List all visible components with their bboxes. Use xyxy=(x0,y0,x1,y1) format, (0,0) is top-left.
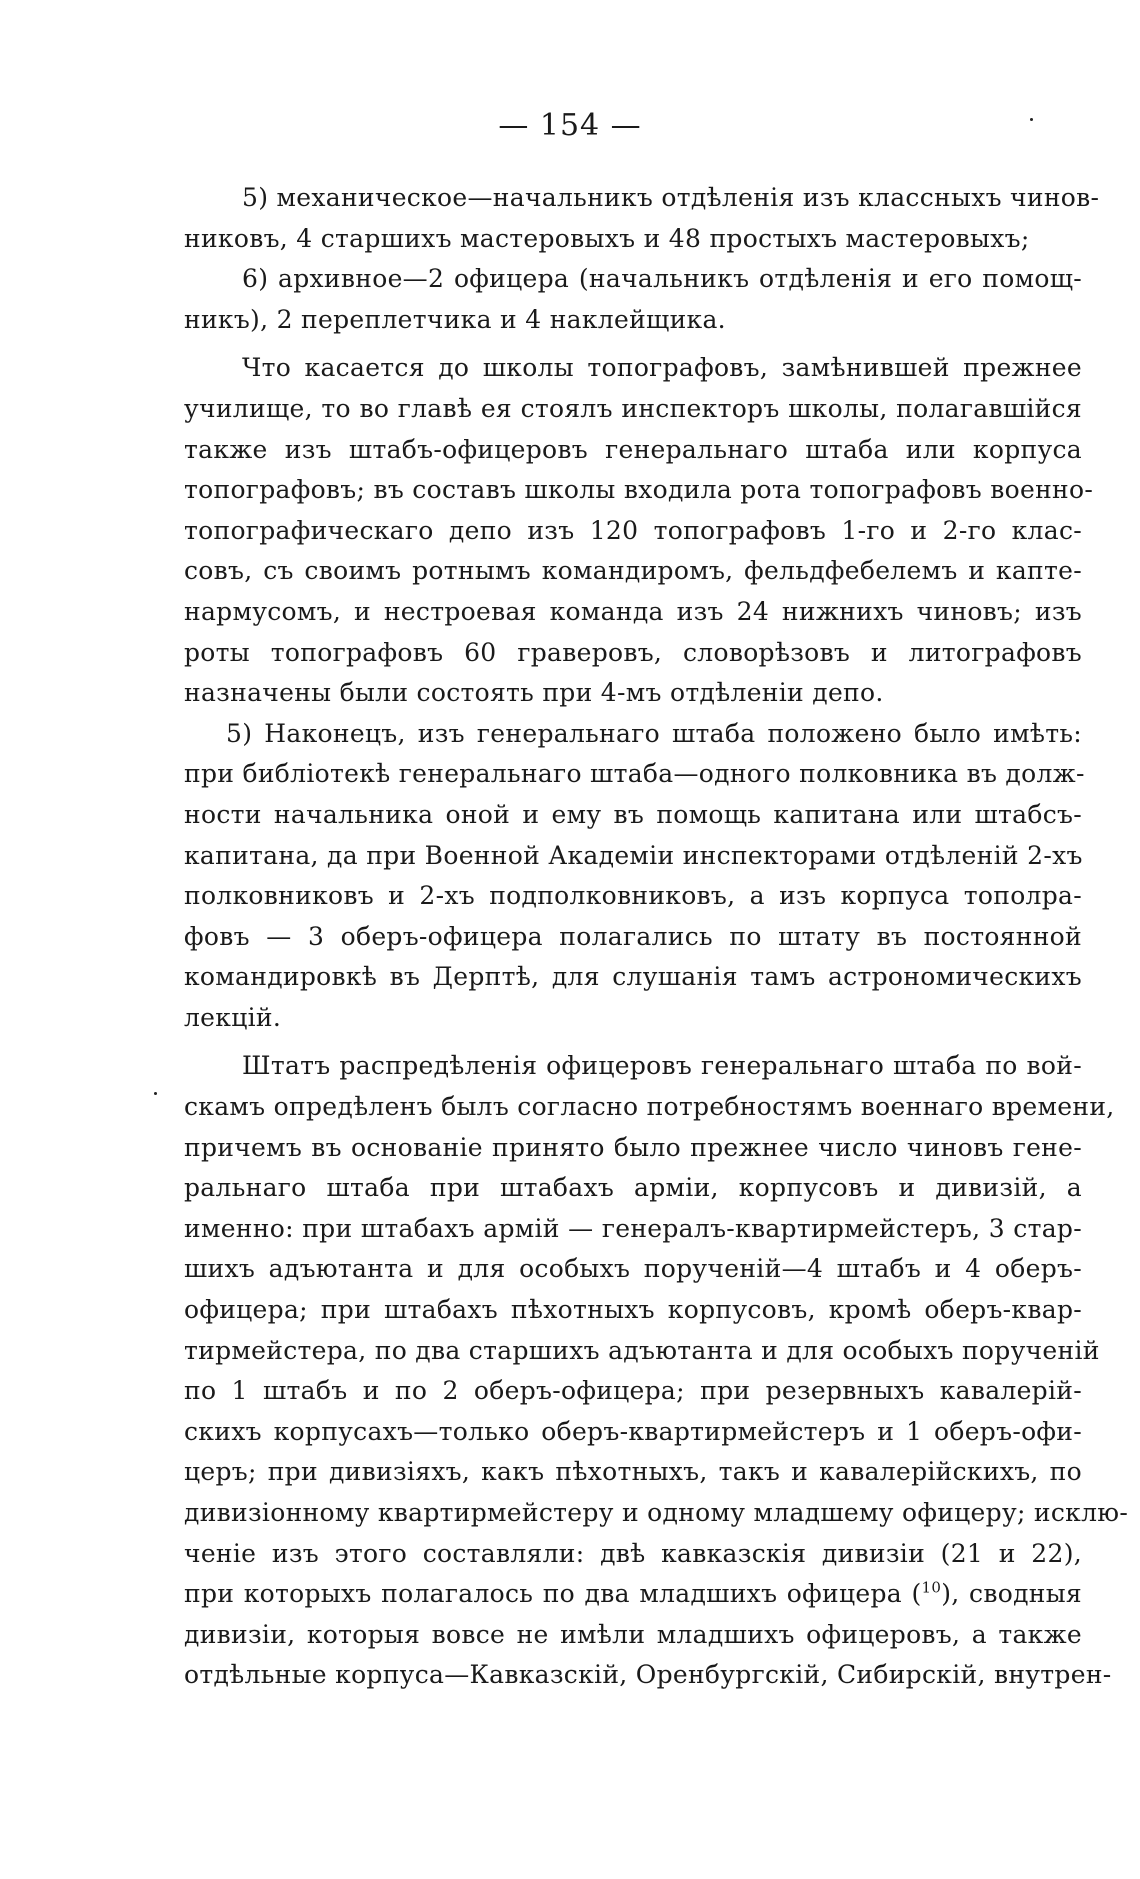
footnote-reference[interactable]: 10 xyxy=(921,1578,942,1597)
paragraph-general-staff xyxy=(184,714,1085,1039)
text-line: назначены были состоять при 4-мъ отдѣленіи депо. xyxy=(184,678,884,708)
paragraph-staff-distribution xyxy=(184,1046,1129,1696)
text-line: полковниковъ и 2-хъ подполковниковъ, а изъ корпуса тополра- xyxy=(184,881,1082,911)
print-speck-left-margin xyxy=(154,1092,157,1095)
text-line: по 1 штабъ и по 2 оберъ-офицера; при резервныхъ кавалерій- xyxy=(184,1376,1082,1406)
text-segment: ), сводныя xyxy=(941,1579,1082,1609)
text-line-with-footnote xyxy=(184,1574,1082,1615)
text-line: офицера; при штабахъ пѣхотныхъ корпусовъ, кромѣ оберъ-квар- xyxy=(184,1295,1082,1325)
text-line: нармусомъ, и нестроевая команда изъ 24 нижнихъ чиновъ; изъ xyxy=(184,596,1082,626)
text-line: ности начальника оной и ему въ помощь капитана или штабсъ- xyxy=(184,799,1082,829)
text-line: ральнаго штаба при штабахъ арміи, корпусовъ и дивизій, а xyxy=(184,1173,1082,1203)
paragraph-topographers-school xyxy=(184,348,1094,713)
text-line: капитана, да при Военной Академіи инспекторами отдѣленій 2-хъ xyxy=(184,840,1083,870)
text-line: лекцій. xyxy=(184,1002,282,1032)
text-line: топографическаго депо изъ 120 топографовъ 1-го и 2-го клас- xyxy=(184,515,1082,545)
text-line: дивизіонному квартирмейстеру и одному младшему офицеру; исклю- xyxy=(184,1498,1129,1527)
text-line: ченіе изъ этого составляли: двѣ кавказскія дивизіи (21 и 22), xyxy=(184,1538,1082,1568)
print-speck-top-right xyxy=(1030,118,1033,121)
text-line: 5) Наконецъ, изъ генеральнаго штаба положено было имѣть: xyxy=(226,718,1082,748)
body-text xyxy=(184,178,1129,1696)
text-line: именно: при штабахъ армій — генералъ-квартирмейстеръ, 3 стар- xyxy=(184,1213,1082,1243)
paragraph-mechanical xyxy=(184,178,1100,259)
text-line: скихъ корпусахъ—только оберъ-квартирмейстеръ и 1 оберъ-офи- xyxy=(184,1416,1082,1446)
text-line: дивизіи, которыя вовсе не имѣли младшихъ офицеровъ, а также xyxy=(184,1619,1082,1649)
paragraph-gap xyxy=(184,1038,1082,1046)
text-line: никовъ, 4 старшихъ мастеровыхъ и 48 простыхъ мастеровыхъ; xyxy=(184,223,1030,253)
text-line: 6) архивное—2 офицера (начальникъ отдѣленія и его помощ- xyxy=(242,264,1082,294)
paragraph-gap xyxy=(184,340,1082,348)
text-segment: при которыхъ полагалось по два младшихъ офицера ( xyxy=(184,1579,922,1609)
text-line: скамъ опредѣленъ былъ согласно потребностямъ военнаго времени, xyxy=(184,1092,1115,1122)
text-line: шихъ адъютанта и для особыхъ порученій—4 штабъ и 4 оберъ- xyxy=(184,1254,1082,1284)
text-line: при библіотекѣ генеральнаго штаба—одного полковника въ долж- xyxy=(184,759,1085,789)
text-line: 5) механическое—начальникъ отдѣленія изъ классныхъ чинов- xyxy=(242,183,1100,212)
text-line: топографовъ; въ составъ школы входила рота топографовъ военно- xyxy=(184,475,1094,505)
text-line: тирмейстера, по два старшихъ адъютанта и для особыхъ порученій xyxy=(184,1335,1100,1365)
text-line: совъ, съ своимъ ротнымъ командиромъ, фельдфебелемъ и капте- xyxy=(184,556,1082,586)
text-line: отдѣльные корпуса—Кавказскій, Оренбургскій, Сибирскій, внутрен- xyxy=(184,1660,1112,1690)
text-line: церъ; при дивизіяхъ, какъ пѣхотныхъ, такъ и кавалерійскихъ, по xyxy=(184,1457,1082,1487)
text-line: Что касается до школы топографовъ, замѣнившей прежнее xyxy=(242,353,1082,383)
text-line: роты топографовъ 60 граверовъ, словорѣзовъ и литографовъ xyxy=(184,637,1082,667)
text-line: училище, то во главѣ ея стоялъ инспекторъ школы, полагавшійся xyxy=(184,393,1082,423)
text-line: Штатъ распредѣленія офицеровъ генеральнаго штаба по вой- xyxy=(242,1051,1082,1081)
text-line: командировкѣ въ Дерптѣ, для слушанія тамъ астрономическихъ xyxy=(184,962,1082,992)
text-line: никъ), 2 переплетчика и 4 наклейщика. xyxy=(184,304,726,334)
text-line: фовъ — 3 оберъ-офицера полагались по штату въ постоянной xyxy=(184,921,1082,951)
text-line: причемъ въ основаніе принято было прежнее число чиновъ гене- xyxy=(184,1132,1082,1162)
page-number: — 154 — xyxy=(498,108,642,143)
paragraph-archive xyxy=(184,259,1082,340)
text-line: также изъ штабъ-офицеровъ генеральнаго штаба или корпуса xyxy=(184,434,1082,464)
